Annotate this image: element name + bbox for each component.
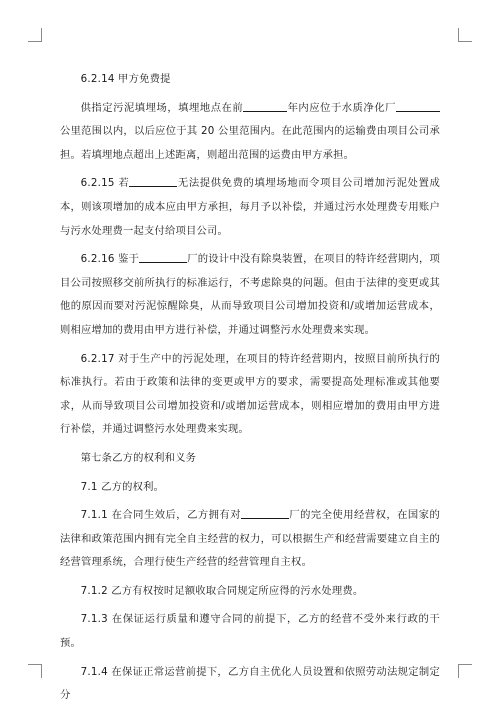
paragraph: 7.1.2 乙方有权按时足额收取合同规定所应得的污水处理费。 xyxy=(80,584,364,597)
fill-in-blank xyxy=(129,174,177,187)
paragraph: 6.2.14 甲方免费提 xyxy=(80,73,171,85)
fill-in-blank xyxy=(243,99,287,112)
paragraph: 供指定污泥填埋场，填埋地点在前 年内应位于水质净化厂公里范围以内，以后应位于其 20 公里范围内。在此范围内的运输费由项目公司承担。若填埋地点超出上述距离，则超出范围的运费由甲方承担。 xyxy=(60,97,440,168)
paragraph: 7.1 乙方的权利。 xyxy=(80,480,165,493)
paragraph: 6.2.15 若 无法提供免费的填埋场地而令项目公司增加污泥处置成本，则该项增加的成本应由甲方承担，每月予以补偿，并通过污水处理费专用账户与污水处理费一起支付给项目公司。 xyxy=(60,172,440,243)
document-body xyxy=(60,68,440,713)
fill-in-blank xyxy=(241,506,289,519)
paragraph: 6.2.17 对于生产中的污泥处理，在项目的特许经营期内，按照目前所执行的标准执行。若由于政策和法律的变更或甲方的要求，需要提高处理标准或其他要求，从而导致项目公司增加投资和/或增加运营成本，则相应增加的费用由甲方进行补偿，并通过调整污水处理费来实现。 xyxy=(60,352,440,436)
paragraph: 7.1.3 在保证运行质量和遵守合同的前提下，乙方的经营不受外来行政的干预。 xyxy=(60,613,440,650)
crop-mark-top-left xyxy=(28,28,42,42)
section-heading: 第七条乙方的权利和义务 xyxy=(80,451,197,464)
crop-mark-bottom-left xyxy=(28,664,42,678)
crop-mark-top-right xyxy=(458,28,472,42)
paragraph: 6.2.16 鉴于 厂的设计中没有除臭装置，在项目的特许经营期内，项目公司按照移交前所执行的标准运行，不考虑除臭的问题。但由于法律的变更或其他的原因而要对污泥惊醒除臭，从而导致项目公司增加投资和/或增加运营成本，则相应增加的费用由甲方进行补偿，并通过调整污水处理费来实现。 xyxy=(60,248,440,342)
fill-in-blank xyxy=(396,99,440,112)
paragraph: 7.1.1 在合同生效后，乙方拥有对 厂的完全使用经营权，在国家的法律和政策范围内拥有完全自主经营的权力，可以根据生产和经营需要建立自主的经营管理系统，合理行使生产经营的经营管理自主权。 xyxy=(60,504,440,575)
paragraph: 7.1.4 在保证正常运营前提下，乙方自主优化人员设置和依照劳动法规定制定分 xyxy=(60,665,440,702)
crop-mark-bottom-right xyxy=(458,664,472,678)
fill-in-blank xyxy=(139,250,187,263)
